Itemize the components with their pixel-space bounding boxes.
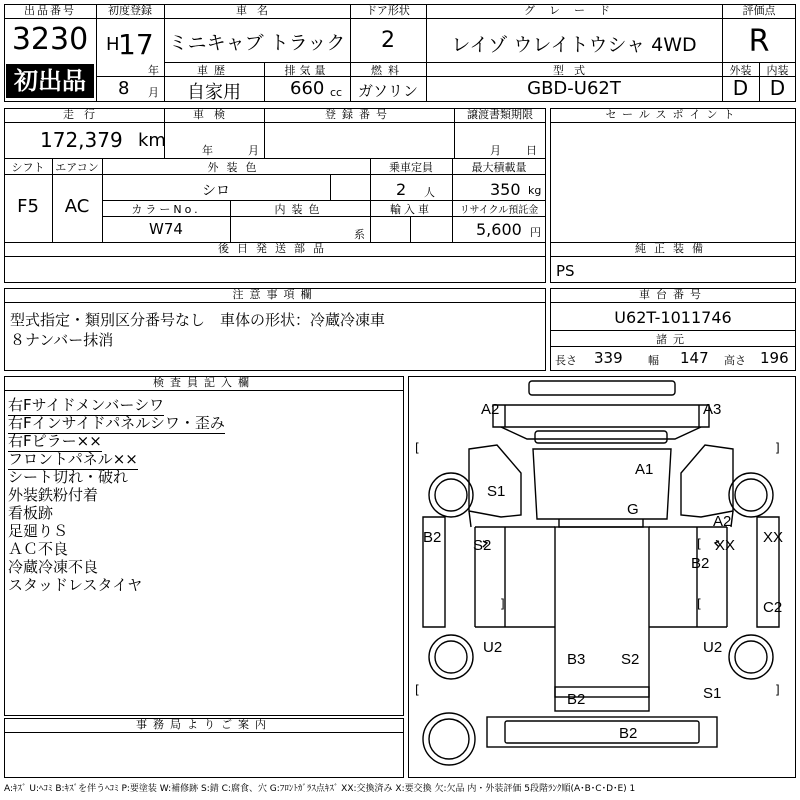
recycle-value: 5,600 [476,220,522,239]
displacement-unit: cc [330,86,343,99]
month-unit: 月 [148,86,159,99]
inspector-item: フロントパネル×× [8,450,138,468]
width-value: 147 [680,349,709,367]
interior-grade: D [769,76,786,100]
color-no-label: カラーNo. [131,203,201,216]
color-no-value: W74 [149,220,183,238]
first-reg-year: 17 [118,28,154,61]
era: H [106,34,120,55]
genuine-value: PS [556,262,575,280]
first-reg-month: 8 [118,78,130,99]
inspector-label: 検査員記入欄 [4,376,404,391]
legend: A:ｷｽﾞ U:ﾍｺﾐ B:ｷｽﾞを伴うﾍｺﾐ P:要塗装 W:補修跡 S:錆 C:腐食、穴 G:ﾌﾛﾝﾄｶﾞﾗｽ点ｷｽﾞ XX:交換済み X:要交換 欠:欠品 内・外装評価 5段階ﾗﾝｸ順(A･B･C･D･E) 1 [4,784,636,794]
damage-mark: S1 [487,483,506,500]
first-listing-badge: 初出品 [6,64,94,98]
inspector-item: 看板跡 [8,504,54,522]
damage-mark: B2 [691,555,710,572]
score-label: 評価点 [722,4,796,19]
inspection-label: 車検 [164,108,264,123]
chassis-value: U62T-1011746 [614,308,732,327]
damage-mark: B2 [423,529,442,546]
history-label: 車歴 [197,64,231,77]
displacement-value: 660 [290,78,325,99]
notes-line2: ８ナンバー抹消 [10,331,114,349]
model-label: 型式 [553,64,595,77]
color-value: シロ [202,183,230,199]
length-value: 339 [594,349,623,367]
grade-label: グレード [426,4,722,19]
notes-label: 注意事項欄 [4,288,546,303]
mileage-value: 172,379 [40,128,123,152]
fuel-value: ガソリン [357,82,418,100]
damage-mark: S1 [703,685,722,702]
genuine-label: 純正装備 [550,242,796,257]
car-name-label: 車名 [164,4,350,19]
shift-value: F5 [17,196,39,217]
inspection-month-unit: 月 [248,144,259,157]
damage-diagram: [ ] [ ] [ ] [ A2 A3 A1 S1 G A2 B2 S2 XX XX B2 C2 U2 U2 B3 S2 S1 B2 B2 [408,376,796,778]
inspector-item: 右Fサイドメンバーシワ [8,396,165,414]
sales-point-label: セールスポイント [550,108,796,123]
ac-label: エアコン [55,161,99,174]
interior-color-label: 内装色 [274,203,326,216]
damage-mark: A1 [635,461,654,478]
exterior-grade: D [732,76,749,100]
door-label: ドア形状 [350,4,426,19]
height-value: 196 [760,349,789,367]
load-unit: kg [528,184,542,197]
lot-no: 3230 [11,22,89,57]
damage-mark: A2 [481,401,500,418]
inspector-item: 冷蔵冷凍不良 [8,558,99,576]
plate-label: 登録番号 [264,108,454,123]
inspector-item: スタッドレスタイヤ [8,576,143,594]
interior-label: 内装 [766,64,789,77]
import-label: 輸入車 [390,203,432,216]
interior-color-unit: 系 [354,228,365,241]
damage-mark: S2 [473,537,492,554]
height-label: 高さ [724,354,746,367]
recycle-label: リサイクル預託金 [459,205,539,216]
model-value: GBD-U62T [527,78,621,99]
damage-mark: S2 [621,651,640,668]
year-unit: 年 [148,64,159,77]
damage-mark: A2 [713,513,732,530]
damage-mark: XX [715,537,736,554]
ac-value: AC [64,196,90,217]
damage-mark: C2 [763,599,783,616]
capacity-label: 乗車定員 [389,161,433,174]
fuel-label: 燃料 [371,64,405,77]
door-value: 2 [381,28,395,53]
damage-mark: B2 [567,691,586,708]
damage-mark: XX [763,529,784,546]
damage-mark: U2 [483,639,503,656]
load-label: 最大積載量 [471,161,527,174]
inspector-item: ＡＣ不良 [8,540,69,558]
recycle-unit: 円 [530,226,541,239]
capacity-unit: 人 [424,186,435,199]
length-label: 長さ [555,354,577,367]
notes-line1: 型式指定・類別区分番号なし 車体の形状：冷蔵冷凍車 [10,311,386,329]
transfer-month-unit: 月 [490,144,501,157]
transfer-label: 譲渡書類期限 [454,108,546,123]
color-label: 外装色 [207,161,265,174]
exterior-label: 外装 [729,64,752,77]
grade-value: レイゾ ウレイトウシャ 4WD [451,34,697,56]
lot-no-label: 出品番号 [4,4,96,19]
damage-mark: B2 [619,725,638,742]
damage-mark: B3 [567,651,586,668]
damage-mark: G [627,501,639,518]
inspector-item: 外装鉄粉付着 [8,486,99,504]
inspector-item: 右Fインサイドパネルシワ・歪み [8,414,225,432]
damage-mark: A3 [703,401,722,418]
damage-mark: U2 [703,639,723,656]
inspection-year-unit: 年 [202,144,213,157]
dims-label: 諸元 [656,333,690,346]
inspector-item: 右Fピラー×× [8,432,102,450]
mileage-unit: km [138,130,166,151]
shift-label: シフト [11,161,45,174]
first-reg-label: 初度登録 [96,4,164,19]
car-name: ミニキャブ トラック [168,32,346,54]
office-label: 事務局よりご案内 [4,718,404,733]
width-label: 幅 [648,354,659,367]
later-parts-label: 後日発送部品 [4,242,546,257]
transfer-day-unit: 日 [526,144,537,157]
history-value: 自家用 [187,82,241,103]
displacement-label: 排気量 [284,64,330,77]
load-value: 350 [490,180,521,199]
score-value: R [748,24,770,59]
mileage-label: 走行 [4,108,164,123]
chassis-label: 車台番号 [550,288,796,303]
inspector-item: 足廻りＳ [8,522,69,540]
inspector-item: シート切れ・破れ [8,468,129,486]
truck-diagram [409,377,794,776]
capacity-value: 2 [396,180,407,199]
